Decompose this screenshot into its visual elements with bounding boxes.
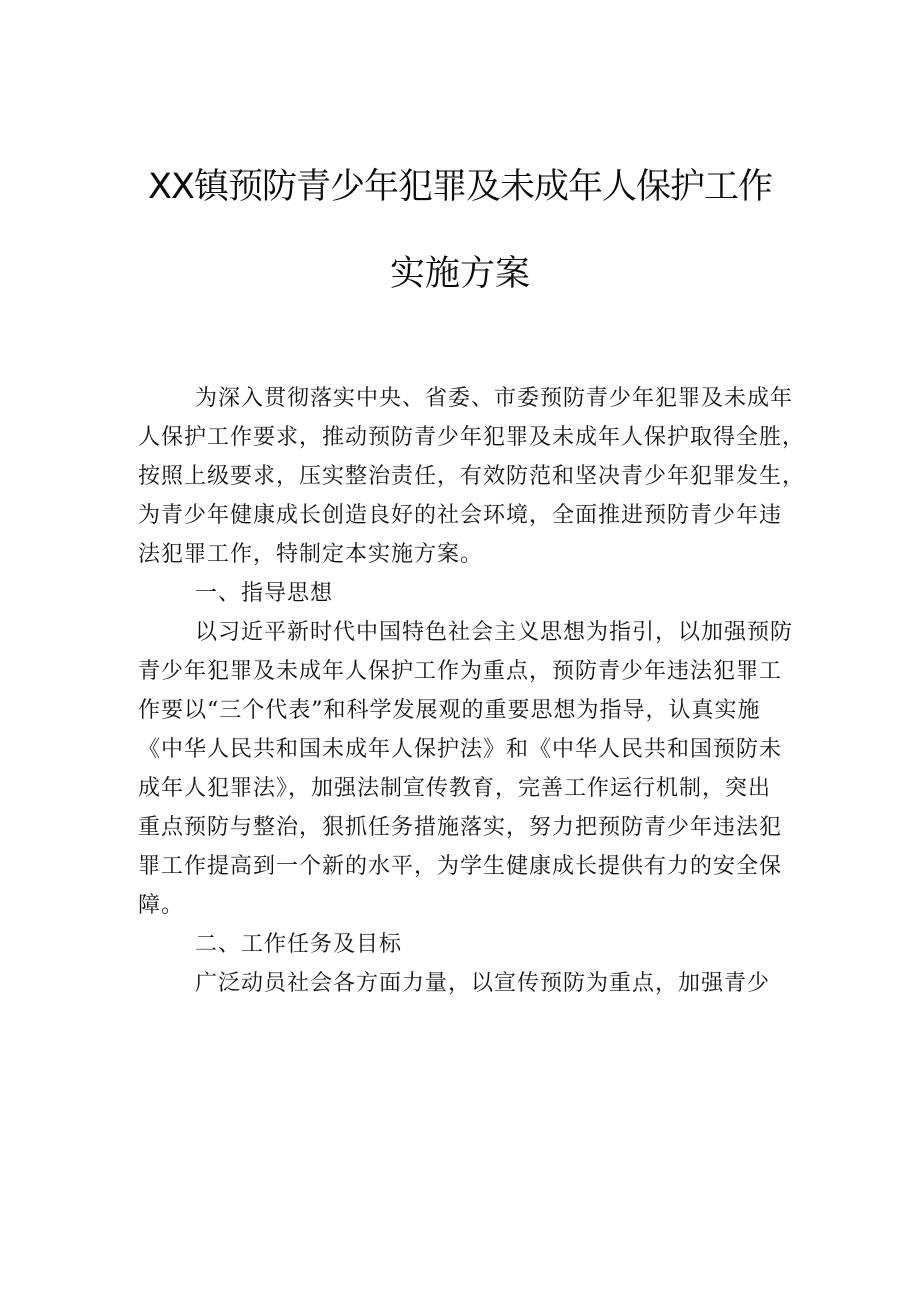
paragraph-2-line: 障。 [138, 893, 185, 918]
paragraph-1-line: 法犯罪工作，特制定本实施方案。 [138, 542, 484, 567]
paragraph-1-line: 人保护工作要求，推动预防青少年犯罪及未成年人保护取得全胜， [138, 425, 806, 450]
paragraph-3-line: 广泛动员社会各方面力量，以宣传预防为重点，加强青少 [195, 971, 771, 996]
paragraph-2-line: 《中华人民共和国未成年人保护法》和《中华人民共和国预防未 [138, 737, 783, 762]
section-heading-tasks-and-goals: 二、工作任务及目标 [195, 932, 403, 957]
paragraph-1-line: 为深入贯彻落实中央、省委、市委预防青少年犯罪及未成年 [195, 386, 794, 411]
paragraph-2-line: 青少年犯罪及未成年人保护工作为重点，预防青少年违法犯罪工 [138, 659, 783, 684]
paragraph-2-line: 罪工作提高到一个新的水平，为学生健康成长提供有力的安全保 [138, 854, 783, 879]
paragraph-2-line: 成年人犯罪法》，加强法制宣传教育，完善工作运行机制，突出 [138, 776, 772, 801]
paragraph-2-line: 作要以“三个代表”和科学发展观的重要思想为指导，认真实施 [138, 698, 761, 723]
document-title-line-2: 实施方案 [389, 254, 530, 294]
paragraph-2-line: 以习近平新时代中国特色社会主义思想为指引，以加强预防 [195, 620, 794, 645]
paragraph-1-line: 为青少年健康成长创造良好的社会环境，全面推进预防青少年违 [138, 503, 783, 528]
paragraph-1-line: 按照上级要求，压实整治责任，有效防范和坚决青少年犯罪发生， [138, 464, 806, 489]
document-title-line-1: XX镇预防青少年犯罪及未成年人保护工作 [148, 167, 772, 207]
section-heading-guiding-ideology: 一、指导思想 [195, 581, 334, 606]
paragraph-2-line: 重点预防与整治，狠抓任务措施落实，努力把预防青少年违法犯 [138, 815, 783, 840]
